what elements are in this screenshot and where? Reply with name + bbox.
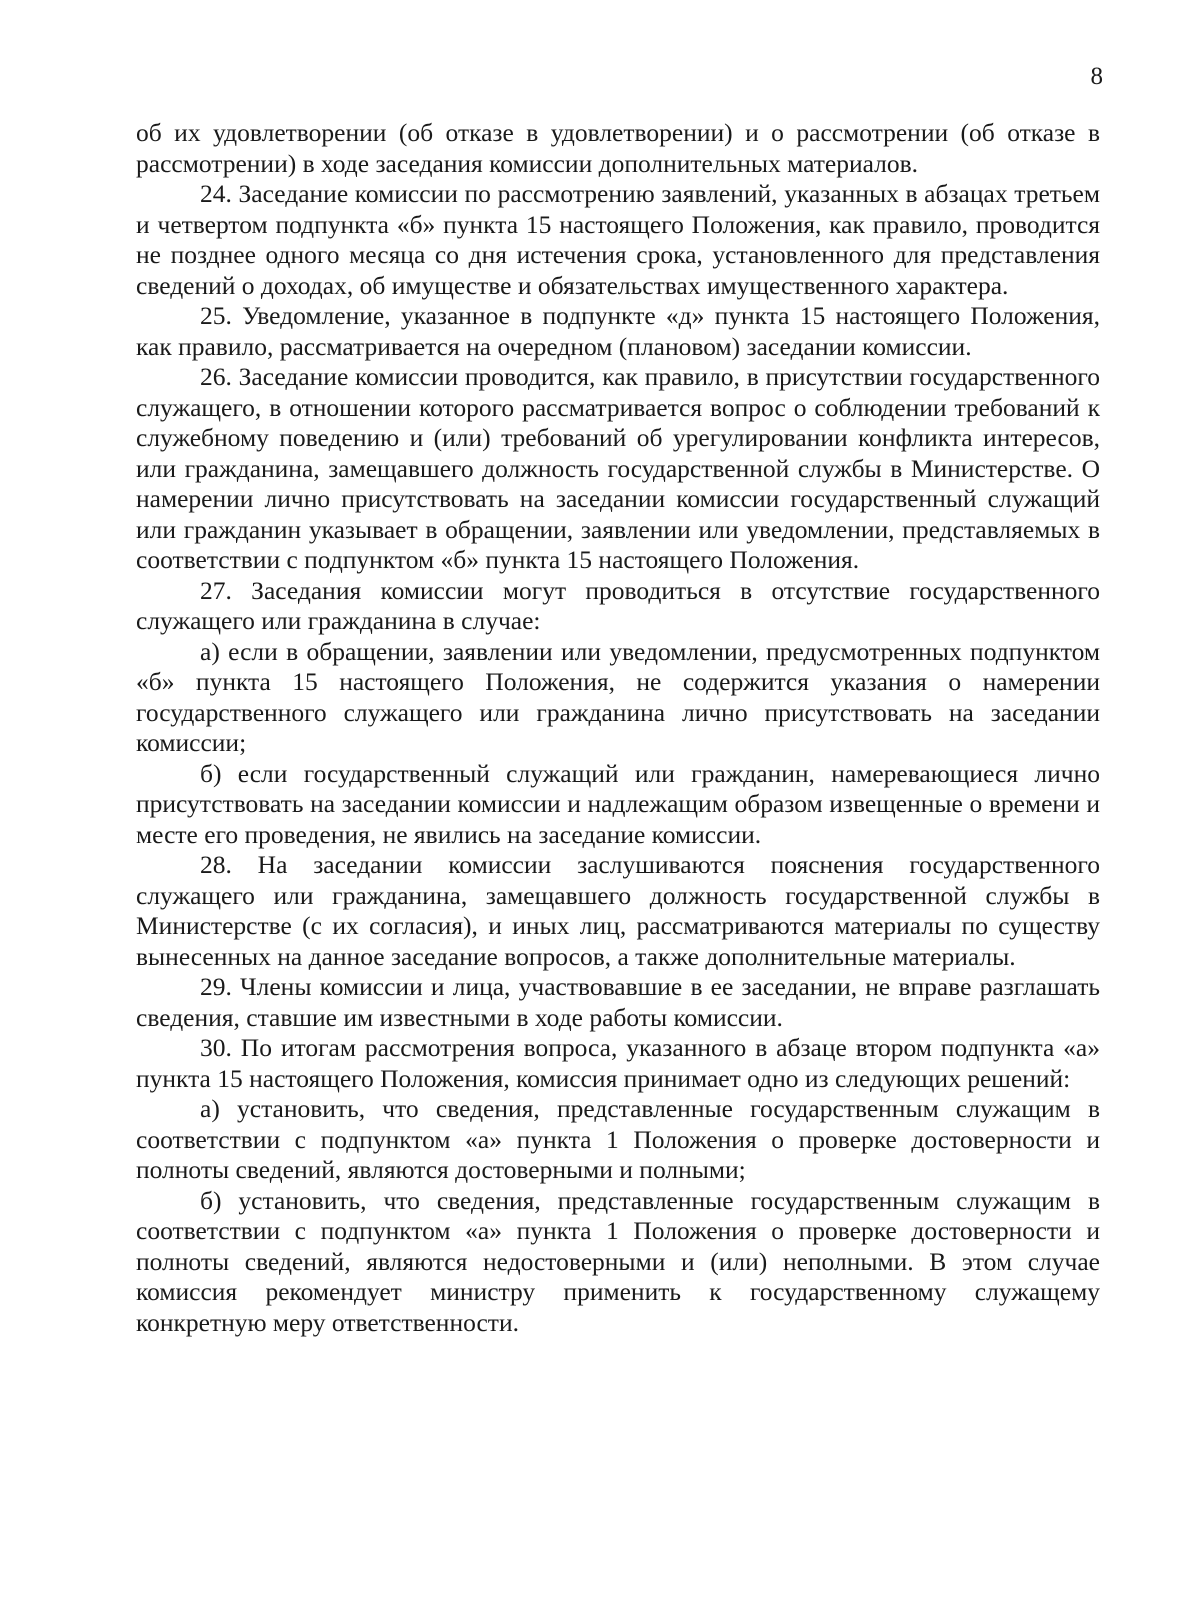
paragraph-28: 28. На заседании комиссии заслушиваются пояснения государственного служащего или гражданина, замещавшего должность государственной службы в Министерстве (с их согласия), и иных лиц, рассматриваются материалы по существу вынесенных на данное заседание вопросов, а также дополнительные материалы. xyxy=(136,850,1100,971)
document-body xyxy=(136,118,1100,1338)
paragraph-continuation: об их удовлетворении (об отказе в удовлетворении) и о рассмотрении (об отказе в рассмотрении) в ходе заседания комиссии дополнительных материалов. xyxy=(136,118,1100,178)
paragraph-30-a: а) установить, что сведения, представленные государственным служащим в соответствии с подпунктом «а» пункта 1 Положения о проверке достоверности и полноты сведений, являются достоверными и полными; xyxy=(136,1094,1100,1184)
page-number: 8 xyxy=(1090,63,1103,90)
paragraph-29: 29. Члены комиссии и лица, участвовавшие в ее заседании, не вправе разглашать сведения, ставшие им известными в ходе работы комиссии. xyxy=(136,972,1100,1032)
paragraph-24: 24. Заседание комиссии по рассмотрению заявлений, указанных в абзацах третьем и четвертом подпункта «б» пункта 15 настоящего Положения, как правило, проводится не позднее одного месяца со дня истечения срока, установленного для представления сведений о доходах, об имуществе и обязательствах имущественного характера. xyxy=(136,179,1100,300)
paragraph-25: 25. Уведомление, указанное в подпункте «д» пункта 15 настоящего Положения, как правило, рассматривается на очередном (плановом) заседании комиссии. xyxy=(136,301,1100,361)
paragraph-27-a: а) если в обращении, заявлении или уведомлении, предусмотренных подпунктом «б» пункта 15 настоящего Положения, не содержится указания о намерении государственного служащего или гражданина лично присутствовать на заседании комиссии; xyxy=(136,636,1100,757)
paragraph-30-b: б) установить, что сведения, представленные государственным служащим в соответствии с подпунктом «а» пункта 1 Положения о проверке достоверности и полноты сведений, являются недостоверными и (или) неполными. В этом случае комиссия рекомендует министру применить к государственному служащему конкретную меру ответственности. xyxy=(136,1185,1100,1337)
paragraph-30: 30. По итогам рассмотрения вопроса, указанного в абзаце втором подпункта «а» пункта 15 настоящего Положения, комиссия принимает одно из следующих решений: xyxy=(136,1033,1100,1093)
paragraph-27: 27. Заседания комиссии могут проводиться в отсутствие государственного служащего или гражданина в случае: xyxy=(136,575,1100,635)
paragraph-26: 26. Заседание комиссии проводится, как правило, в присутствии государственного служащего, в отношении которого рассматривается вопрос о соблюдении требований к служебному поведению и (или) требований об урегулировании конфликта интересов, или гражданина, замещавшего должность государственной службы в Министерстве. О намерении лично присутствовать на заседании комиссии государственный служащий или гражданин указывает в обращении, заявлении или уведомлении, представляемых в соответствии с подпунктом «б» пункта 15 настоящего Положения. xyxy=(136,362,1100,574)
paragraph-27-b: б) если государственный служащий или гражданин, намеревающиеся лично присутствовать на заседании комиссии и надлежащим образом извещенные о времени и месте его проведения, не явились на заседание комиссии. xyxy=(136,758,1100,849)
